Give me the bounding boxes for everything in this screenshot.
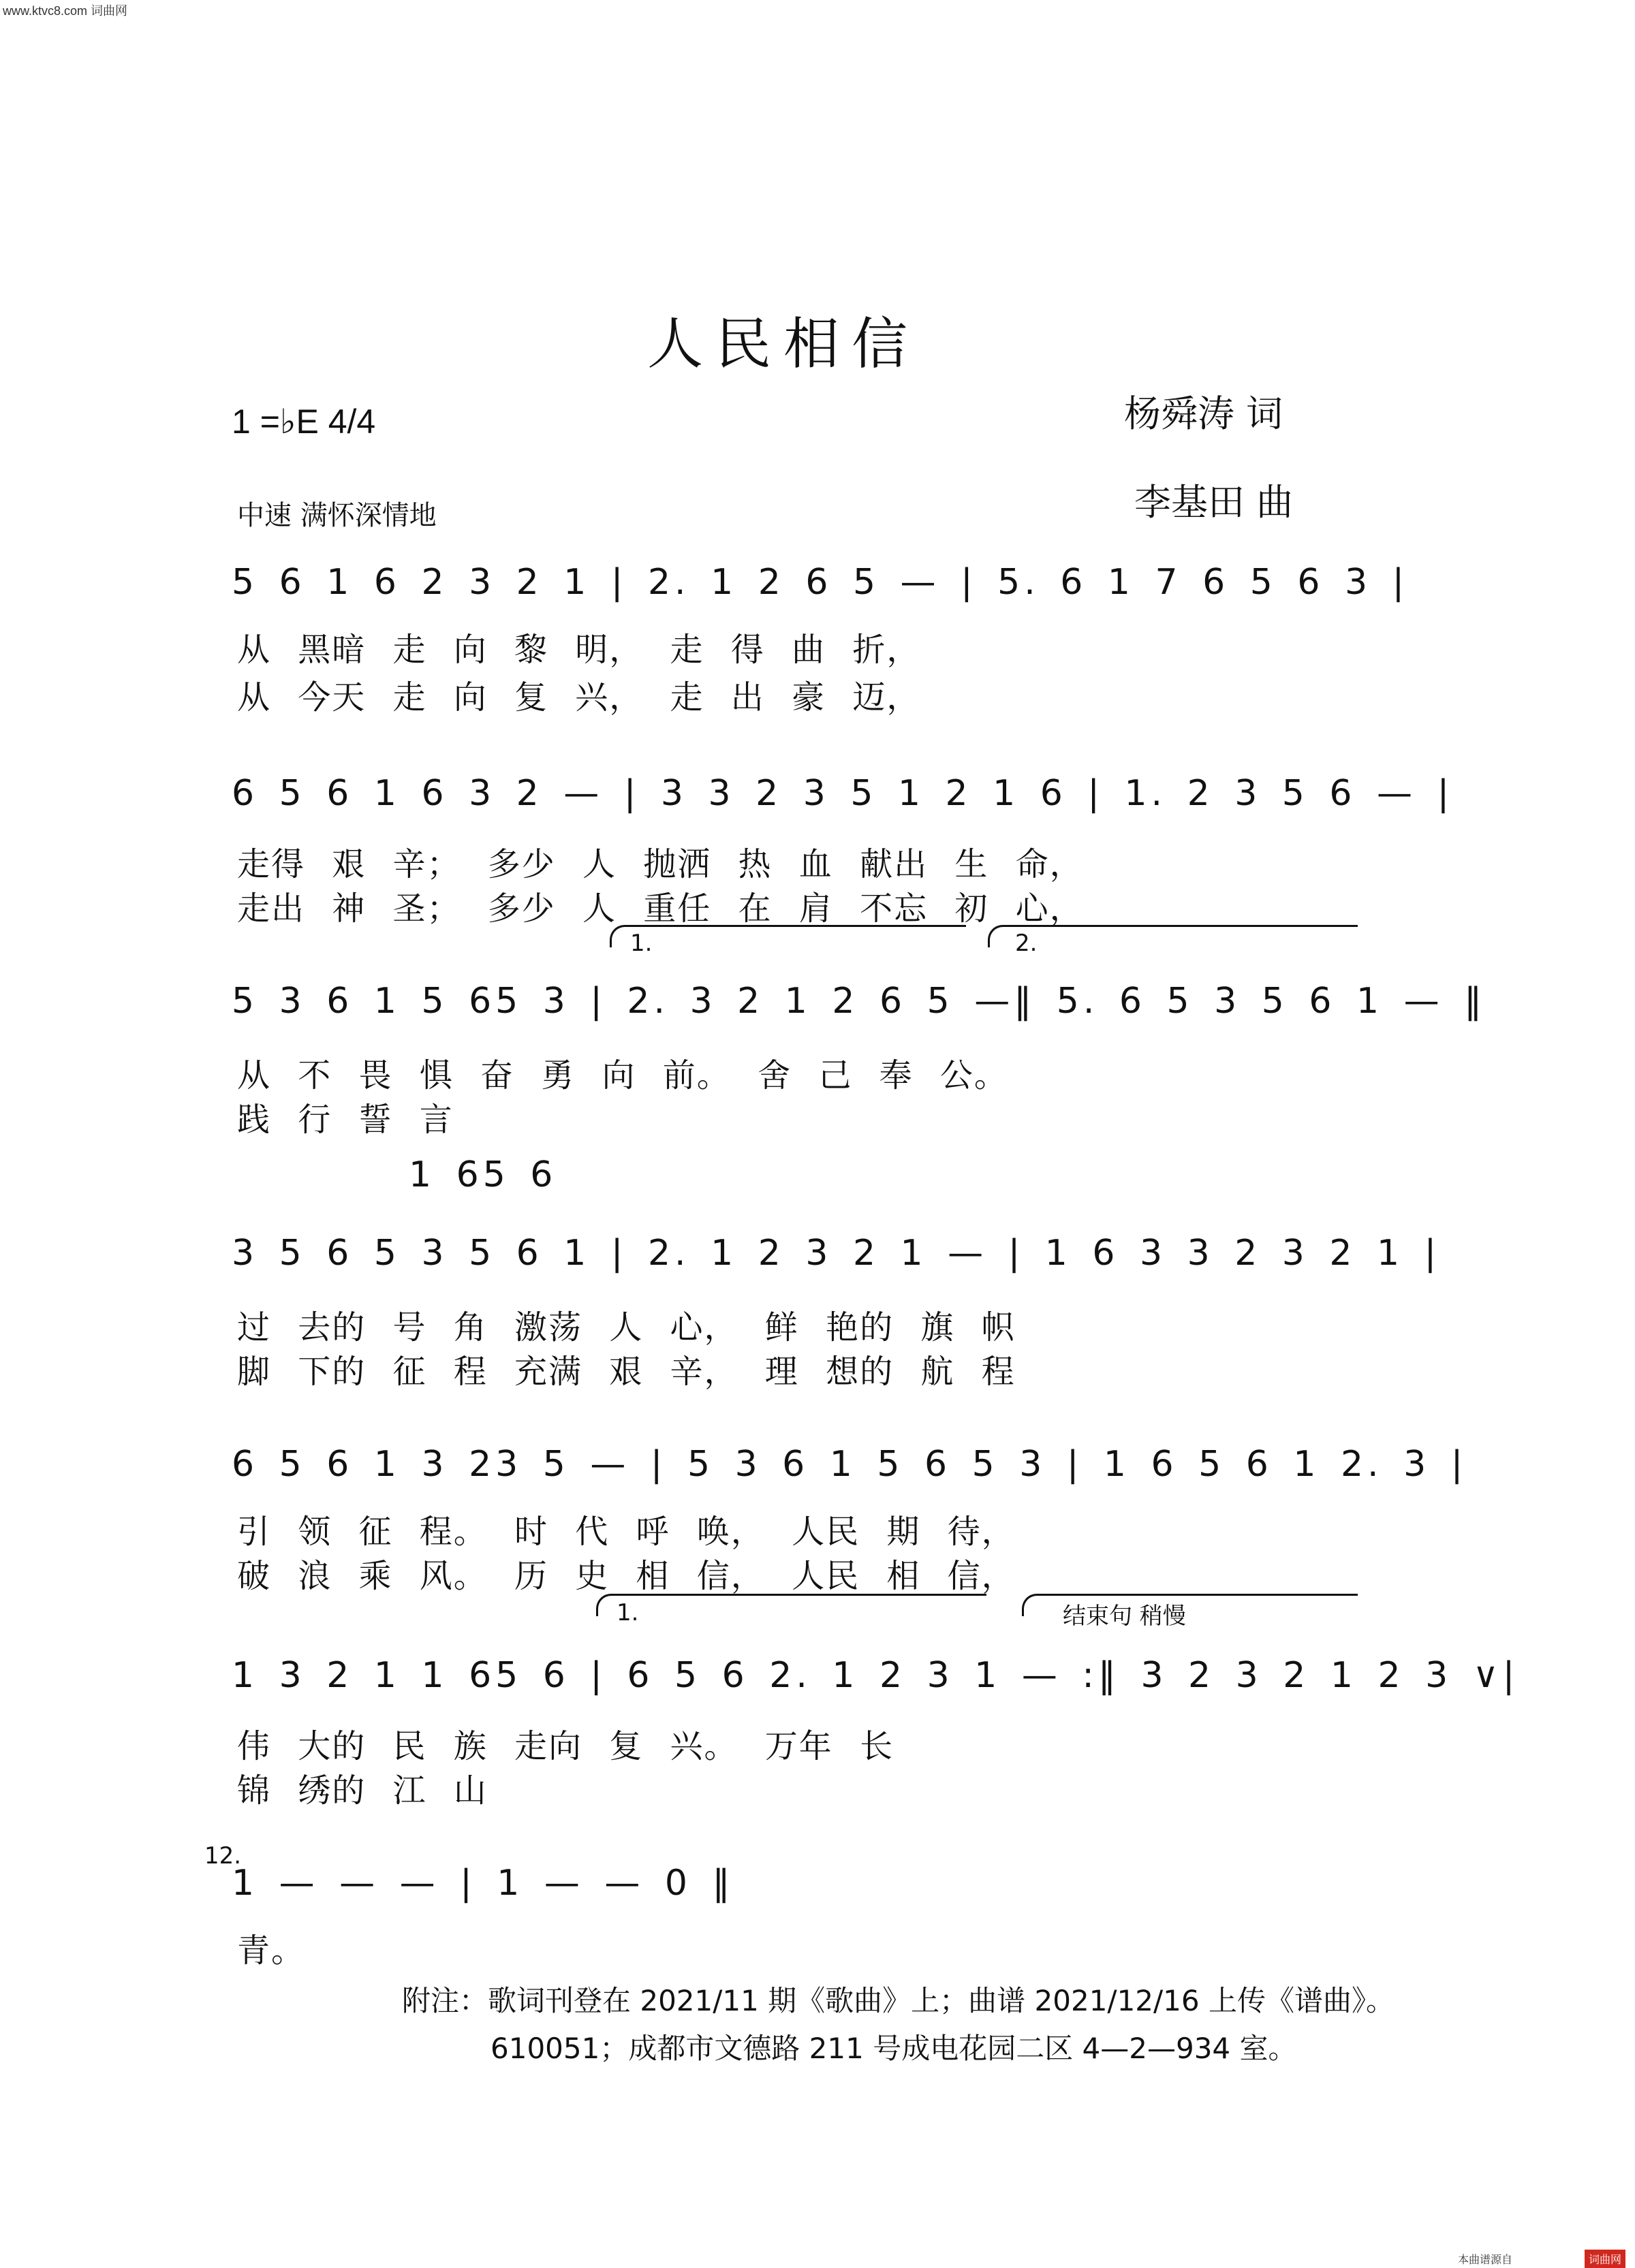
notation-line-3: 5 3 6 1 5 65 3 | 2. 3 2 1 2 6 5 —‖ 5. 6 5 3 5 6 1 — ‖ xyxy=(232,981,1486,1022)
notation-line-6: 1 3 2 1 1 65 6 | 6 5 6 2. 1 2 3 1 — :‖ 3 2 3 2 1 2 3 ∨| xyxy=(232,1655,1519,1696)
lyricist-credit: 杨舜涛 词 xyxy=(1124,392,1283,435)
volta-bracket-2 xyxy=(988,925,1358,947)
lyrics-verse1-line-2: 走得 艰 辛； 多少 人 抛洒 热 血 献出 生 命， xyxy=(237,845,1084,883)
volta-bracket-1 xyxy=(610,925,966,947)
lyrics-verse2-line-4: 脚 下的 征 程 充满 艰 辛， 理 想的 航 程 xyxy=(237,1353,1016,1391)
key-signature: 1 =♭E 4/4 xyxy=(232,403,376,441)
volta-bracket-3 xyxy=(596,1594,986,1616)
notation-line-1: 5 6 1 6 2 3 2 1 | 2. 1 2 6 5 — | 5. 6 1 7 6 5 6 3 | xyxy=(232,562,1409,603)
lyrics-verse2-line-3: 践 行 誓 言 xyxy=(237,1101,454,1139)
volta-label-2: 2. xyxy=(1015,930,1038,957)
footer-site-logo[interactable]: 词曲网 xyxy=(1585,2250,1625,2268)
site-watermark: www.ktvc8.com 词曲网 xyxy=(3,4,128,18)
lyrics-line-7: 青。 xyxy=(237,1932,306,1970)
lyrics-verse2-line-5: 破 浪 乘 风。 历 史 相 信， 人民 相 信， xyxy=(237,1557,1016,1595)
lyrics-verse1-line-1: 从 黑暗 走 向 黎 明， 走 得 曲 折， xyxy=(237,631,921,669)
ending-instruction: 结束句 稍慢 xyxy=(1063,1603,1186,1630)
song-title: 人民相信 xyxy=(647,312,920,377)
notation-line-2: 6 5 6 1 6 3 2 — | 3 3 2 3 5 1 2 1 6 | 1. 2 3 5 6 — | xyxy=(232,773,1454,814)
notation-line-4: 3 5 6 5 3 5 6 1 | 2. 1 2 3 2 1 — | 1 6 3 3 2 3 2 1 | xyxy=(232,1233,1441,1274)
volta-label-1: 1. xyxy=(630,930,653,957)
volta-label-3: 1. xyxy=(617,1599,639,1626)
lyrics-verse1-line-3: 从 不 畏 惧 奋 勇 向 前。 舍 己 奉 公。 xyxy=(237,1056,1008,1094)
footnote-line-1: 附注：歌词刊登在 2021/11 期《歌曲》上；曲谱 2021/12/16 上传《谱曲》。 xyxy=(402,1984,1395,2017)
lyrics-verse2-line-6: 锦 绣的 江 山 xyxy=(237,1771,488,1810)
tie-marker: 12. xyxy=(204,1842,242,1870)
lyrics-verse1-line-6: 伟 大的 民 族 走向 复 兴。 万年 长 xyxy=(237,1727,894,1765)
footer-source-label: 本曲谱源自 xyxy=(1458,2254,1513,2266)
lyrics-verse2-line-2: 走出 神 圣； 多少 人 重任 在 肩 不忘 初 心， xyxy=(237,889,1084,928)
composer-credit: 李基田 曲 xyxy=(1134,481,1294,524)
footnote-line-2: 610051；成都市文德路 211 号成电花园二区 4—2—934 室。 xyxy=(490,2032,1297,2065)
lyrics-verse1-line-4: 过 去的 号 角 激荡 人 心， 鲜 艳的 旗 帜 xyxy=(237,1308,1016,1346)
notation-line-5: 6 5 6 1 3 23 5 — | 5 3 6 1 5 6 5 3 | 1 6 5 6 1 2. 3 | xyxy=(232,1444,1467,1485)
alternate-notation: 1 65 6 xyxy=(409,1154,557,1195)
lyrics-verse1-line-5: 引 领 征 程。 时 代 呼 唤， 人民 期 待， xyxy=(237,1513,1016,1551)
notation-line-7: 1 — — — | 1 — — 0 ‖ xyxy=(232,1863,734,1904)
lyrics-verse2-line-1: 从 今天 走 向 复 兴， 走 出 豪 迈， xyxy=(237,678,921,716)
tempo-marking: 中速 满怀深情地 xyxy=(237,500,437,531)
